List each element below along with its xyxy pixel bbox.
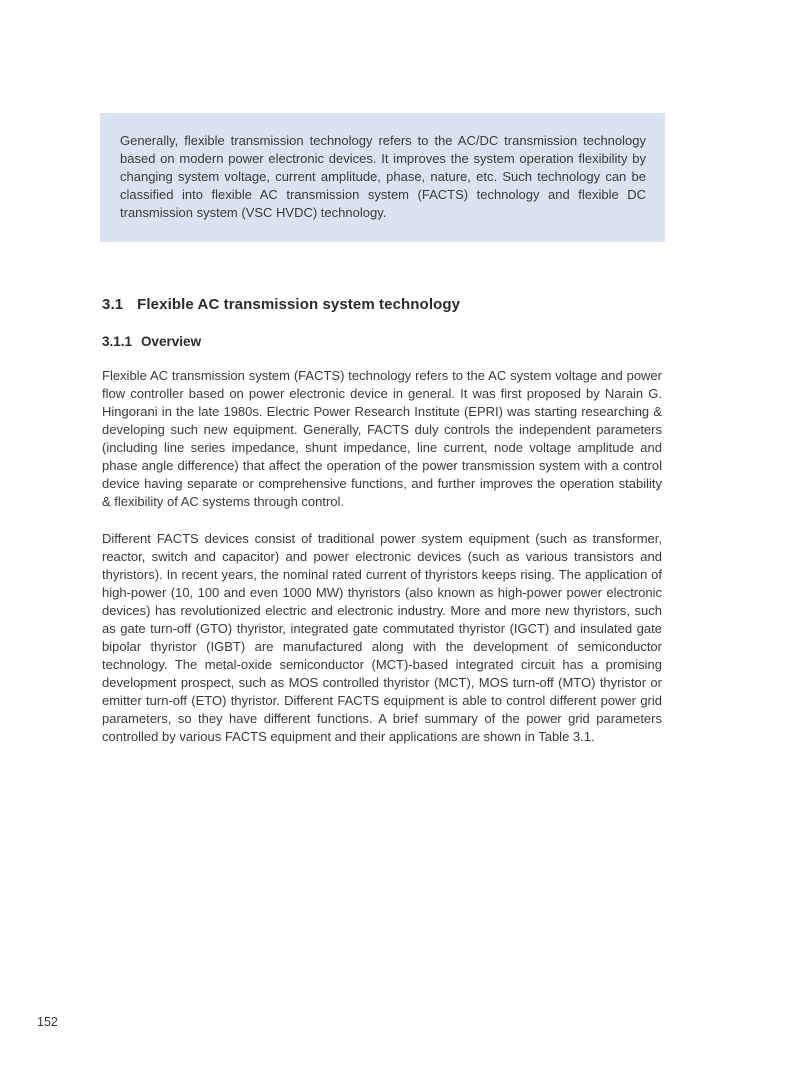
section-number: 3.1 <box>102 296 124 313</box>
body-paragraph-2: Different FACTS devices consist of traditional power system equipment (such as transformer, reactor, switch and capacitor) and power electronic devices (such as various transistors and thyristors). In recent years, the nominal rated current of thyristors keeps rising. The application of high-power (10, 100 and even 1000 MW) thyristors (also known as high-power power electronic devices) has revolutionized electric and electronic industry. More and more new thyristors, such as gate turn-off (GTO) thyristor, integrated gate commutated thyristor (IGCT) and insulated gate bipolar thyristor (IGBT) are manufactured along with the development of semiconductor technology. The metal-oxide semiconductor (MCT)-based integrated circuit has a promising development prospect, such as MOS controlled thyristor (MCT), MOS turn-off (MTO) thyristor or emitter turn-off (ETO) thyristor. Different FACTS equipment is able to control different power grid parameters, so they have different functions. A brief summary of the power grid parameters controlled by various FACTS equipment and their applications are shown in Table 3.1. <box>102 531 662 744</box>
body-paragraph-1: Flexible AC transmission system (FACTS) technology refers to the AC system voltage and power flow controller based on power electronic device in general. It was first proposed by Narain G. Hingorani in the late 1980s. Electric Power Research Institute (EPRI) was starting researching & developing such new equipment. Generally, FACTS duly controls the independent parameters (including line series impedance, shunt impedance, line current, node voltage amplitude and phase angle difference) that affect the operation of the power transmission system with a control device having separate or comprehensive functions, and further improves the operation stability & flexibility of AC systems through control. <box>102 368 662 509</box>
subsection-title: Overview <box>141 334 202 349</box>
intro-callout <box>100 113 665 242</box>
section-title: Flexible AC transmission system technology <box>137 296 461 313</box>
section-heading <box>102 295 460 314</box>
page-number: 152 <box>37 1015 58 1029</box>
intro-callout-text: Generally, flexible transmission technology refers to the AC/DC transmission technology based on modern power electronic devices. It improves the system operation flexibility by changing system voltage, current amplitude, phase, nature, etc. Such technology can be classified into flexible AC transmission system (FACTS) technology and flexible DC transmission system (VSC HVDC) technology. <box>120 133 646 220</box>
subsection-number: 3.1.1 <box>102 334 133 349</box>
subsection-heading <box>102 333 201 350</box>
